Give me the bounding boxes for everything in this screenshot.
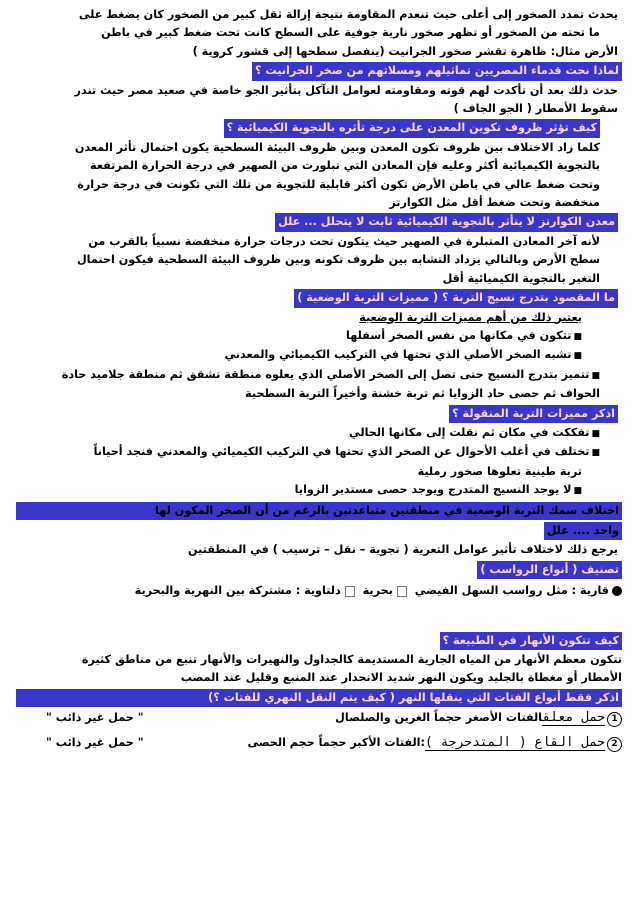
checkbox-icon [397,586,407,597]
bullet-item: ■لا يوجد النسيج المتدرج ويوجد حصى مستدير الزوايا [294,483,582,497]
bullet-item: ■تختلف في أغلب الأحوال عن الصخر الذي تحتها في التركيب الكيميائي والمعدني فنجد أحياناً [93,445,600,459]
answer-line: حدث ذلك بعد أن تأكدت لهم قوته ومقاومته لعوامل التآكل بتأثير الجو خاصة في صعيد مصر حيث تندر [74,83,618,97]
section-heading: اذكر فقط أنواع الفتات التي ينقلها النهر ( كيف يتم النقل النهري للفتات ؟) [16,689,622,707]
section-heading: واحد .... علل [544,522,622,540]
section-subheading: يعتبر ذلك من أهم مميزات التربة الوضعية [359,310,582,324]
type-continental: قارية : مثل رواسب السهل الفيضي [414,584,609,598]
intro-paragraph [16,6,622,61]
intro-line: ما تحته من الصخور أو تظهر صخور نارية جوفية على السطح كانت تحت ضغط كبير في باطن [101,26,600,40]
section-quartz [16,212,622,288]
load-note: " حمل غير ذائب " [46,735,144,749]
section-river-load [16,689,622,752]
section-heading: اختلاف سمك التربة الوضعية في منطقتين متباعدتين بالرغم من أن الصخر المكون لها [16,502,622,520]
section-soil-thickness [16,502,622,560]
bullet-item: ■تفككت في مكان ثم نقلت إلى مكانها الحالي [349,425,600,439]
answer-line: الأمطار أو مغطاة بالجليد ويكون النهر شديد الانحدار عند المنبع وقليل عند المصب [180,671,622,685]
square-bullet-icon: ■ [591,428,600,439]
bullet-continuation: تربة طينية تعلوها صخور رملية [417,464,582,478]
intro-line: يحدث تمدد الصخور إلى أعلى حيث تنعدم المقاومة نتيجة إزالة ثقل كبير من الصخور كان يضغط على [78,8,618,21]
section-mineral-formation [16,118,622,212]
load-description: :الفتات الأكبر حجماً حجم الحصى [247,735,425,749]
section-residual-soil [16,288,622,403]
bullet-item: ■تتكون في مكانها من نفس الصخر أسفلها [346,328,582,342]
section-heading: كيف تتكون الأنهار في الطبيعة ؟ [440,632,622,650]
bullet-continuation: الحواف ثم حصى حاد الزوايا ثم تربة خشنة وأخيراً التربة السطحية [245,387,600,401]
load-label: حمل معلق [542,710,605,726]
load-item-1 [16,709,622,727]
sediment-types-row [16,580,622,600]
answer-line: لأنه آخر المعادن المتبلرة في الصهير حيث يتكون تحت درجات حرارة منخفضة نسبياً بالقرب من [88,234,600,248]
type-marine: بحرية [362,584,393,598]
answer-line: كلما زاد الاختلاف بين ظروف تكون المعدن وبين ظروف البيئة السطحية يكون احتمال تأثر المعدن [74,140,600,154]
bullet-item: ■تشبه الصخر الأصلي الذي تحتها في التركيب الكيميائي والمعدني [224,348,582,362]
section-pharaohs-granite [16,61,622,118]
section-transported-soil [16,404,622,501]
square-bullet-icon: ■ [573,351,582,362]
answer-line: سقوط الأمطار ( الجو الجاف ) [453,102,618,116]
section-sediment-types [16,560,622,601]
answer-line: تتكون معظم الأنهار من المياه الجارية المستديمة كالجداول والنهيرات والأنهار تنبع من مناطق كثيرة [81,653,622,666]
square-bullet-icon: ■ [573,486,582,497]
section-heading: لماذا نحت قدماء المصريين تماثيلهم ومسلاتهم من صخر الجرانيت ؟ [252,62,622,80]
load-description: الفتات الأصغر حجماً الغرين والصلصال [335,711,543,725]
section-heading: معدن الكوارتز لا يتأثر بالتجوية الكيميائية ثابت لا يتحلل ... علل [275,213,618,231]
square-bullet-icon: ■ [591,448,600,459]
square-bullet-icon: ■ [573,331,582,342]
filled-circle-bullet-icon [612,586,622,596]
answer-line: وتحت ضغط عالي في باطن الأرض تكون أكثر قابلية للتجوية من تلك التي تكونت في درجة حرارة [77,177,600,191]
answer-line: يرجع ذلك لاختلاف تأثير عوامل التعرية ( تجوية – نقل – ترسيب ) في المنطقتين [188,543,618,557]
answer-line: التغير بالتجوية الكيميائية أقل [442,271,600,285]
load-item-2 [16,734,622,752]
intro-line: الأرض مثال: ظاهرة تقشر صخور الجرانيت (ينفصل سطحها إلى قشور كروية ) [192,44,618,58]
section-heading: كيف تؤثر ظروف تكوين المعدن على درجة تأثره بالتجوية الكيميائية ؟ [224,119,600,137]
number-badge: 2 [607,737,622,752]
section-heading: اذكر مميزات التربة المنقولة ؟ [449,405,618,423]
section-river-formation [16,631,622,688]
type-deltaic: دلتاوية : مشتركة بين النهرية والبحرية [134,584,341,598]
square-bullet-icon: ■ [591,370,600,381]
bullet-item: ■تتميز بتدرج النسيج حتى تصل إلى الصخر الأصلي الذي يعلوه منطقة تشقق ثم منطقة جلاميد حادة [61,367,600,381]
answer-line: بالتجوية الكيميائية أكثر وعليه فإن المعادن التي تبلورت من الصهير في درجة الحرارة المرتفعة [90,159,600,173]
section-heading: تصنيف ( أنواع الرواسب ) [477,561,622,579]
answer-line: منخفضة وتحت ضغط أقل مثل الكوارتز [389,196,600,210]
document-page [16,0,622,752]
load-note: " حمل غير ذائب " [46,711,144,725]
answer-line: سطح الأرض وبالتالي يزداد التشابه بين ظروف تكونه وبين ظروف البيئة السطحية فيكون احتمال [76,253,600,267]
load-label: حمل القاع ( المتدحرجة ) [424,734,605,750]
number-badge: 1 [607,712,622,727]
section-heading: ما المقصود بتدرج نسيج التربة ؟ ( مميزات التربة الوضعية ) [294,289,618,307]
checkbox-icon [345,586,355,597]
